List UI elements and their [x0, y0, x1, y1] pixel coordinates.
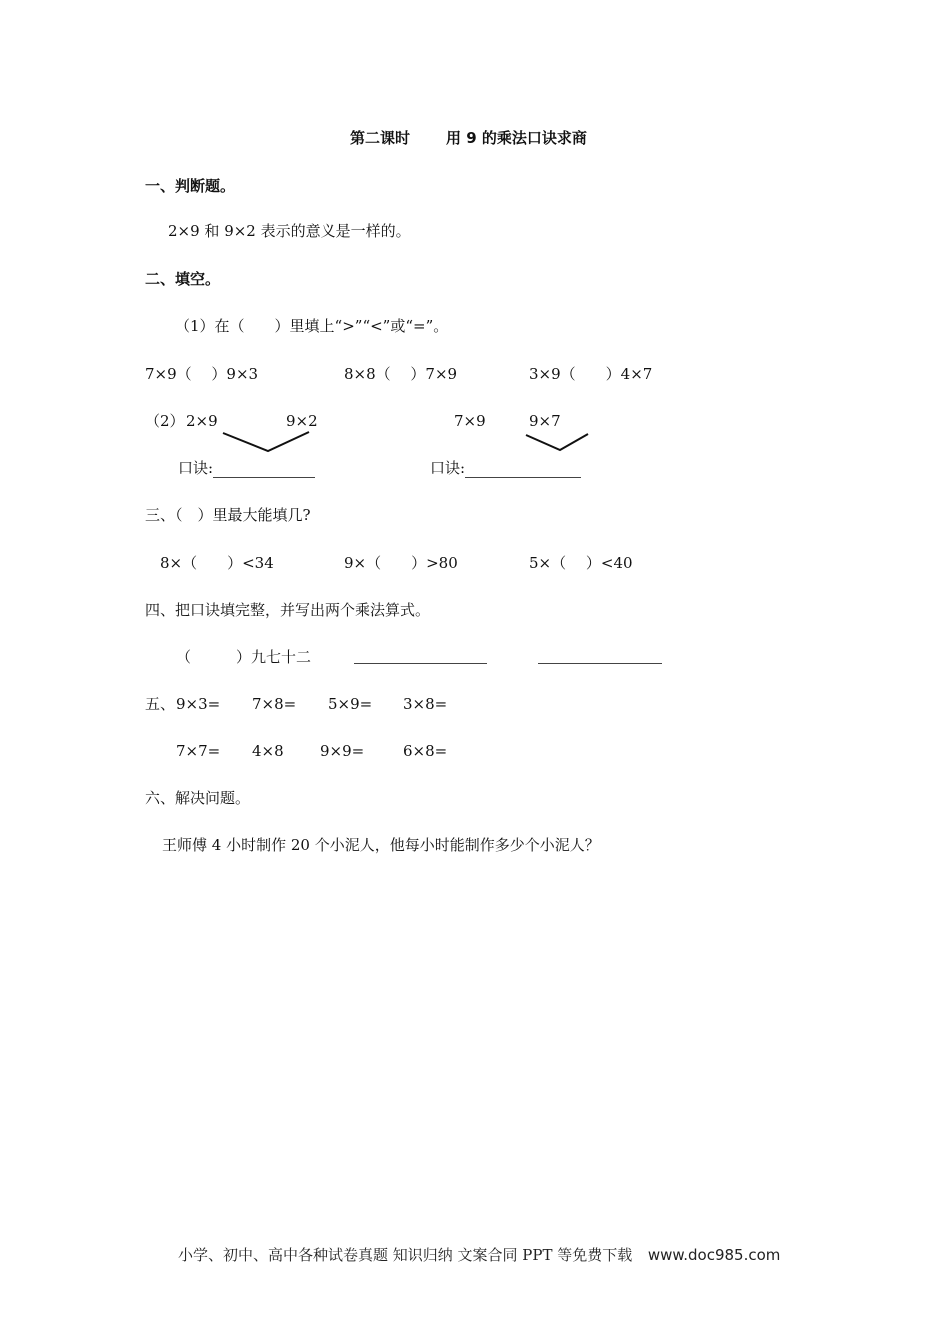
part-2-label: （2）: [145, 412, 185, 430]
compare-item-2: 8×8（ ）7×9: [344, 365, 458, 383]
pair-1-right: 9×2: [286, 412, 318, 430]
section-6-heading: 六、解决问题。: [145, 789, 251, 807]
section-2-heading: 二、填空。: [145, 270, 221, 288]
koujue-prompt: （ ）九七十二: [176, 648, 312, 666]
calc-5: 7×7=: [176, 742, 221, 760]
max-fill-item-3: 5×（ ）<40: [529, 554, 633, 572]
calc-1: 9×3=: [176, 695, 221, 713]
koujue-1-blank[interactable]: [213, 461, 315, 478]
koujue-2: [430, 458, 581, 478]
word-problem: 王师傅 4 小时制作 20 个小泥人，他每小时能制作多少个小泥人？: [162, 836, 600, 854]
lesson-label: 第二课时: [350, 129, 411, 147]
calc-6: 4×8: [252, 742, 284, 760]
lesson-topic: 用 9 的乘法口诀求商: [446, 129, 587, 147]
section-1-statement: 2×9 和 9×2 表示的意义是一样的。: [168, 222, 411, 240]
calc-3: 5×9=: [328, 695, 373, 713]
equation-blank-1[interactable]: [354, 647, 487, 664]
pair-1-connector: [223, 432, 309, 451]
max-fill-item-1: 8×（ ）<34: [160, 554, 274, 572]
footer: [178, 1245, 780, 1265]
footer-url[interactable]: www.doc985.com: [647, 1246, 781, 1264]
pair-2-left: 7×9: [454, 412, 486, 430]
section-5-heading: 五、: [145, 695, 176, 713]
pair-2-connector: [526, 434, 588, 450]
calc-4: 3×8=: [403, 695, 448, 713]
calc-7: 9×9=: [320, 742, 365, 760]
compare-item-1: 7×9（ ）9×3: [145, 365, 259, 383]
pair-1-left: 2×9: [186, 412, 218, 430]
section-3-heading: 三、（ ）里最大能填几?: [145, 506, 311, 524]
calc-2: 7×8=: [252, 695, 297, 713]
koujue-2-blank[interactable]: [465, 461, 581, 478]
koujue-1-label: 口诀:: [178, 459, 214, 477]
calc-8: 6×8=: [403, 742, 448, 760]
pair-2-right: 9×7: [529, 412, 561, 430]
koujue-1: [178, 458, 315, 478]
footer-text: 小学、初中、高中各种试卷真题 知识归纳 文案合同 PPT 等免费下载: [178, 1246, 633, 1264]
section-2-instruction: （1）在（ ）里填上“>”“<”或“=”。: [175, 317, 449, 335]
koujue-2-label: 口诀:: [430, 459, 466, 477]
max-fill-item-2: 9×（ ）>80: [344, 554, 458, 572]
section-1-heading: 一、判断题。: [145, 177, 236, 195]
equation-blank-2[interactable]: [538, 647, 662, 664]
compare-item-3: 3×9（ ）4×7: [529, 365, 653, 383]
section-4-heading: 四、把口诀填完整，并写出两个乘法算式。: [145, 601, 431, 619]
